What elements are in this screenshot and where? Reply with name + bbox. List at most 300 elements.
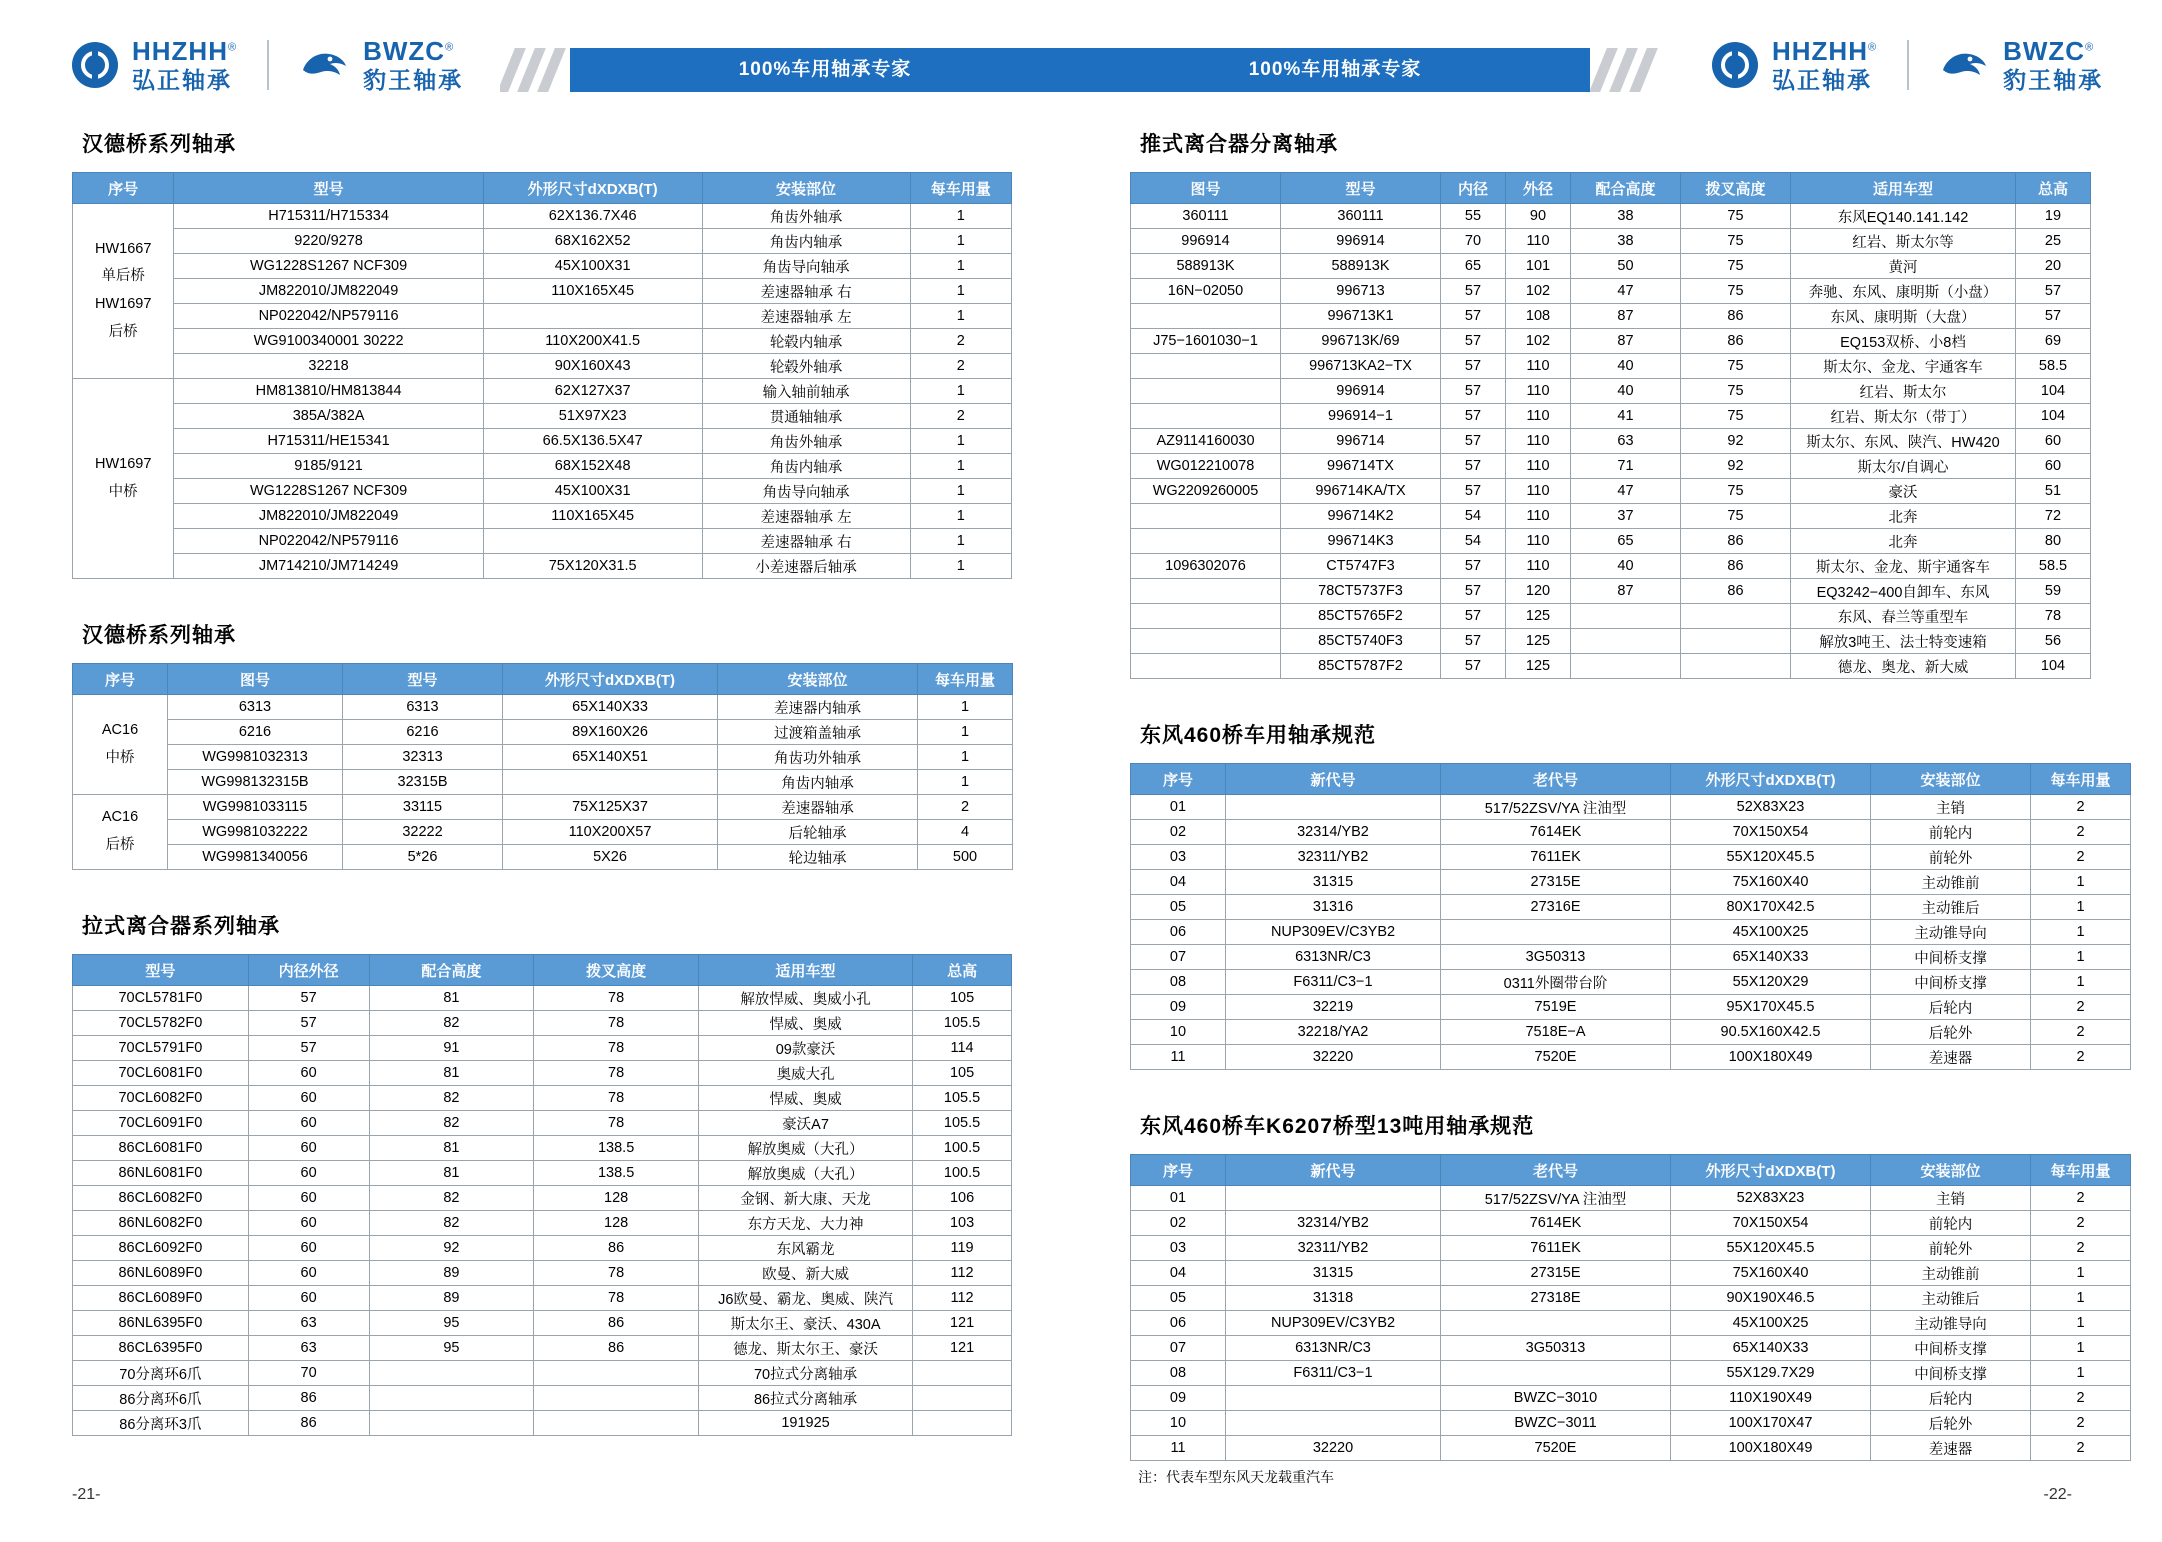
cell-0-1 [1226, 1186, 1441, 1211]
table-row [1131, 279, 2091, 304]
cell-18-7: 104 [2016, 654, 2091, 679]
cell-9-3: 100X170X47 [1671, 1411, 1871, 1436]
cell-3-3: 角齿内轴承 [718, 770, 918, 795]
table-row [1131, 329, 2091, 354]
cell-5-1: 110X200X41.5 [483, 329, 702, 354]
cell-1-3: 78 [534, 1011, 699, 1036]
table-row [73, 529, 1012, 554]
cell-17-7: 56 [2016, 629, 2091, 654]
table-row [1131, 920, 2131, 945]
cell-0-1: 57 [248, 986, 369, 1011]
banner-slashes-right [1590, 48, 1660, 92]
cell-1-3: 70X150X54 [1671, 1211, 1871, 1236]
cell-13-0: 86NL6395F0 [73, 1311, 249, 1336]
cell-13-3: 86 [534, 1311, 699, 1336]
cell-6-1 [483, 529, 702, 554]
cell-14-0: 1096302076 [1131, 554, 1281, 579]
cell-0-4: 解放悍威、奥威小孔 [698, 986, 912, 1011]
cell-18-5 [1681, 654, 1791, 679]
cell-10-1: 32220 [1226, 1436, 1441, 1461]
cell-4-2: 差速器轴承 左 [702, 304, 910, 329]
cell-12-5: 75 [1681, 504, 1791, 529]
cell-1-2: 7614EK [1441, 820, 1671, 845]
cell-4-7: 57 [2016, 304, 2091, 329]
cell-8-2: 7519E [1441, 995, 1671, 1020]
th-1-4: 每车用量 [910, 173, 1011, 204]
th-5-5: 每车用量 [2031, 764, 2131, 795]
table-row [1131, 870, 2131, 895]
cell-1-2: 82 [369, 1011, 534, 1036]
table-row [73, 1236, 1012, 1261]
cell-6-3: 1 [910, 529, 1011, 554]
cell-11-4: 欧曼、新大威 [698, 1261, 912, 1286]
cell-1-0: WG9981032222 [168, 820, 343, 845]
page-number-right: -22- [2043, 1486, 2072, 1503]
table-row [1131, 1211, 2131, 1236]
cell-7-6: 红岩、斯太尔 [1791, 379, 2016, 404]
cell-0-3: 1 [910, 204, 1011, 229]
cell-3-5: 75 [1681, 279, 1791, 304]
th-4-3: 外径 [1506, 173, 1571, 204]
cell-0-3: 78 [534, 986, 699, 1011]
cell-0-0: 6313 [168, 695, 343, 720]
table-row [1131, 1436, 2131, 1461]
cell-3-3: 1 [910, 279, 1011, 304]
cell-2-0: 03 [1131, 845, 1226, 870]
hhzhh-logo-text: HHZHH® 弘正轴承 [132, 36, 238, 93]
cell-1-1: 51X97X23 [483, 404, 702, 429]
table-header-row [1131, 764, 2131, 795]
cell-1-2: 110X200X57 [503, 820, 718, 845]
cell-10-5: 2 [2031, 1045, 2131, 1070]
cell-3-1: 32315B [343, 770, 503, 795]
cell-17-4 [1571, 629, 1681, 654]
cell-10-2: 57 [1441, 454, 1506, 479]
hhzhh-logo-icon [72, 42, 118, 88]
cell-2-1: 57 [248, 1036, 369, 1061]
bwzc-cn-left: 豹王轴承 [363, 67, 464, 93]
cell-8-5: 75 [1681, 404, 1791, 429]
cell-3-1: 996713 [1281, 279, 1441, 304]
cell-11-2: 57 [1441, 479, 1506, 504]
table-row [73, 795, 1013, 820]
cell-0-4: 38 [1571, 204, 1681, 229]
table-row [73, 820, 1013, 845]
table-row [73, 379, 1012, 404]
cell-7-0: 86NL6081F0 [73, 1161, 249, 1186]
cell-7-5: 1 [2031, 1361, 2131, 1386]
bwzc-leopard-icon-right [1939, 44, 1989, 86]
cell-6-1: 6313NR/C3 [1226, 945, 1441, 970]
cell-0-6: 东风EQ140.141.142 [1791, 204, 2016, 229]
th-4-6: 适用车型 [1791, 173, 2016, 204]
cell-1-0: 6216 [168, 720, 343, 745]
hhzhh-en-left: HHZHH [132, 36, 228, 66]
cell-0-4: 主销 [1871, 795, 2031, 820]
banner-slashes-left [500, 48, 570, 92]
cell-13-5: 86 [1681, 529, 1791, 554]
th-3-5: 总高 [913, 955, 1012, 986]
cell-2-1: 45X100X31 [483, 254, 702, 279]
cell-2-4: 500 [918, 845, 1013, 870]
cell-4-0: NP022042/NP579116 [174, 304, 483, 329]
cell-1-1: 57 [248, 1011, 369, 1036]
cell-7-7: 104 [2016, 379, 2091, 404]
cell-0-3: 90 [1506, 204, 1571, 229]
cell-3-0: 70CL6081F0 [73, 1061, 249, 1086]
table-header-row [1131, 173, 2091, 204]
cell-2-2: 7611EK [1441, 845, 1671, 870]
bwzc-en-right: BWZC [2003, 36, 2086, 66]
cell-3-3: 102 [1506, 279, 1571, 304]
row-group-label: HW1697 中桥 [73, 379, 174, 579]
cell-8-0: 09 [1131, 995, 1226, 1020]
th-1-3: 安装部位 [702, 173, 910, 204]
cell-2-1: 32313 [343, 745, 503, 770]
cell-7-3: 138.5 [534, 1161, 699, 1186]
cell-1-1: 996914 [1281, 229, 1441, 254]
cell-1-1: 32222 [343, 820, 503, 845]
cell-1-4: 前轮内 [1871, 1211, 2031, 1236]
cell-17-5 [913, 1411, 1012, 1436]
cell-2-0: H715311/HE15341 [174, 429, 483, 454]
cell-2-7: 20 [2016, 254, 2091, 279]
cell-10-7: 60 [2016, 454, 2091, 479]
cell-17-0 [1131, 629, 1281, 654]
cell-0-4: 2 [918, 795, 1013, 820]
cell-11-5: 112 [913, 1261, 1012, 1286]
cell-12-4: J6欧曼、霸龙、奥威、陕汽 [698, 1286, 912, 1311]
table-row [73, 504, 1012, 529]
cell-6-5: 1 [2031, 1336, 2131, 1361]
th-3-1: 内径外径 [248, 955, 369, 986]
cell-5-2 [1441, 1311, 1671, 1336]
cell-0-1 [1226, 795, 1441, 820]
cell-4-0 [1131, 304, 1281, 329]
table-row [73, 1311, 1012, 1336]
cell-10-3: 100X180X49 [1671, 1045, 1871, 1070]
cell-1-0: 02 [1131, 820, 1226, 845]
cell-3-4: 主动锥前 [1871, 1261, 2031, 1286]
cell-6-0: 07 [1131, 1336, 1226, 1361]
cell-5-1: NUP309EV/C3YB2 [1226, 1311, 1441, 1336]
table-row [73, 229, 1012, 254]
page-header [0, 0, 2162, 122]
cell-18-2: 57 [1441, 654, 1506, 679]
cell-11-5: 75 [1681, 479, 1791, 504]
table-row [1131, 1336, 2131, 1361]
cell-9-0: AZ9114160030 [1131, 429, 1281, 454]
cell-2-1: 32311/YB2 [1226, 845, 1441, 870]
cell-7-2: 小差速器后轴承 [702, 554, 910, 579]
cell-4-6: 东风、康明斯（大盘） [1791, 304, 2016, 329]
table-row [1131, 1261, 2131, 1286]
section-title-1: 汉德桥系列轴承 [82, 133, 236, 156]
cell-4-3: 78 [534, 1086, 699, 1111]
cell-14-2: 95 [369, 1336, 534, 1361]
cell-8-1: 996914−1 [1281, 404, 1441, 429]
cell-3-1: 60 [248, 1061, 369, 1086]
cell-9-5: 103 [913, 1211, 1012, 1236]
cell-7-4: 中间桥支撑 [1871, 1361, 2031, 1386]
cell-16-1: 85CT5765F2 [1281, 604, 1441, 629]
cell-8-7: 104 [2016, 404, 2091, 429]
cell-6-5: 100.5 [913, 1136, 1012, 1161]
cell-3-4: 主动锥前 [1871, 870, 2031, 895]
cell-7-5: 75 [1681, 379, 1791, 404]
cell-2-4: 50 [1571, 254, 1681, 279]
cell-1-1: 68X162X52 [483, 229, 702, 254]
cell-3-0: 04 [1131, 870, 1226, 895]
table-row [73, 1011, 1012, 1036]
cell-3-2: 27315E [1441, 1261, 1671, 1286]
cell-5-1: 110X165X45 [483, 504, 702, 529]
cell-1-0: 9220/9278 [174, 229, 483, 254]
cell-12-5: 112 [913, 1286, 1012, 1311]
cell-12-7: 72 [2016, 504, 2091, 529]
cell-13-3: 110 [1506, 529, 1571, 554]
cell-3-2: 81 [369, 1061, 534, 1086]
th-1-2: 外形尺寸dXDXB(T) [483, 173, 702, 204]
th-2-2: 型号 [343, 664, 503, 695]
table-header-row [1131, 1155, 2131, 1186]
cell-6-0: 86CL6081F0 [73, 1136, 249, 1161]
cell-12-0: 86CL6089F0 [73, 1286, 249, 1311]
cell-1-4: 38 [1571, 229, 1681, 254]
cell-9-2: BWZC−3011 [1441, 1411, 1671, 1436]
cell-10-0: WG012210078 [1131, 454, 1281, 479]
cell-13-5: 121 [913, 1311, 1012, 1336]
cell-0-3: 差速器内轴承 [718, 695, 918, 720]
cell-6-3: 110 [1506, 354, 1571, 379]
cell-5-5: 1 [2031, 1311, 2131, 1336]
cell-12-2: 89 [369, 1286, 534, 1311]
cell-0-1: 62X127X37 [483, 379, 702, 404]
section-title-3: 拉式离合器系列轴承 [82, 915, 280, 938]
th-1-0: 序号 [73, 173, 174, 204]
cell-14-3: 86 [534, 1336, 699, 1361]
table-row [1131, 554, 2091, 579]
cell-2-2: 5X26 [503, 845, 718, 870]
cell-7-2: 0311外圈带台阶 [1441, 970, 1671, 995]
cell-6-2: 57 [1441, 354, 1506, 379]
cell-14-1: CT5747F3 [1281, 554, 1441, 579]
cell-6-3: 2 [910, 354, 1011, 379]
table-row [73, 454, 1012, 479]
table-row [73, 1261, 1012, 1286]
th-4-2: 内径 [1441, 173, 1506, 204]
cell-9-5: 2 [2031, 1020, 2131, 1045]
table-row [73, 404, 1012, 429]
cell-16-6: 东风、春兰等重型车 [1791, 604, 2016, 629]
cell-15-7: 59 [2016, 579, 2091, 604]
cell-1-0: 02 [1131, 1211, 1226, 1236]
th-5-0: 序号 [1131, 764, 1226, 795]
cell-0-3: 1 [910, 379, 1011, 404]
table-row [73, 1286, 1012, 1311]
cell-9-1: 996714 [1281, 429, 1441, 454]
cell-10-3: 110 [1506, 454, 1571, 479]
cell-3-3: 78 [534, 1061, 699, 1086]
cell-7-5: 100.5 [913, 1161, 1012, 1186]
bwzc-leopard-icon [299, 44, 349, 86]
cell-6-2: 差速器轴承 右 [702, 529, 910, 554]
cell-4-1: 31318 [1226, 1286, 1441, 1311]
cell-8-0: 86CL6082F0 [73, 1186, 249, 1211]
cell-5-5: 105.5 [913, 1111, 1012, 1136]
cell-1-7: 25 [2016, 229, 2091, 254]
cell-9-0: 10 [1131, 1411, 1226, 1436]
logo-divider-left [267, 40, 269, 90]
cell-12-3: 78 [534, 1286, 699, 1311]
cell-0-2: 81 [369, 986, 534, 1011]
cell-15-1: 70 [248, 1361, 369, 1386]
cell-2-1: 5*26 [343, 845, 503, 870]
cell-2-3: 55X120X45.5 [1671, 1236, 1871, 1261]
cell-6-2: 3G50313 [1441, 945, 1671, 970]
cell-3-2: 差速器轴承 右 [702, 279, 910, 304]
th-3-3: 拨叉高度 [534, 955, 699, 986]
cell-2-1: 66.5X136.5X47 [483, 429, 702, 454]
section-title-2: 汉德桥系列轴承 [82, 624, 236, 647]
cell-4-2: 82 [369, 1086, 534, 1111]
table-row [1131, 895, 2131, 920]
th-3-0: 型号 [73, 955, 249, 986]
cell-13-1: 63 [248, 1311, 369, 1336]
cell-0-7: 19 [2016, 204, 2091, 229]
cell-3-2: 27315E [1441, 870, 1671, 895]
table-row [73, 986, 1012, 1011]
table-row [73, 1161, 1012, 1186]
cell-12-0 [1131, 504, 1281, 529]
cell-16-2 [369, 1386, 534, 1411]
cell-2-4: 1 [918, 745, 1013, 770]
cell-0-4: 1 [918, 695, 1013, 720]
table-dongfeng-460-k6207 [1130, 1154, 2131, 1461]
cell-10-0: 11 [1131, 1045, 1226, 1070]
cell-5-1: NUP309EV/C3YB2 [1226, 920, 1441, 945]
cell-2-2: 角齿导向轴承 [702, 254, 910, 279]
table-row [73, 1336, 1012, 1361]
cell-8-3: 128 [534, 1186, 699, 1211]
cell-1-4: 前轮内 [1871, 820, 2031, 845]
cell-2-3: 轮边轴承 [718, 845, 918, 870]
cell-2-5: 114 [913, 1036, 1012, 1061]
cell-0-1: 360111 [1281, 204, 1441, 229]
cell-6-0: 07 [1131, 945, 1226, 970]
cell-4-4: 87 [1571, 304, 1681, 329]
cell-11-1: 996714KA/TX [1281, 479, 1441, 504]
cell-5-3: 45X100X25 [1671, 1311, 1871, 1336]
cell-3-2: 角齿内轴承 [702, 454, 910, 479]
cell-9-3: 90.5X160X42.5 [1671, 1020, 1871, 1045]
table-row [1131, 995, 2131, 1020]
cell-8-2: BWZC−3010 [1441, 1386, 1671, 1411]
th-1-1: 型号 [174, 173, 483, 204]
cell-6-3: 65X140X33 [1671, 1336, 1871, 1361]
cell-5-7: 69 [2016, 329, 2091, 354]
cell-8-1: 60 [248, 1186, 369, 1211]
cell-0-2: 输入轴前轴承 [702, 379, 910, 404]
cell-0-1: 6313 [343, 695, 503, 720]
cell-2-2: 角齿外轴承 [702, 429, 910, 454]
cell-7-1: 996914 [1281, 379, 1441, 404]
cell-4-3: 108 [1506, 304, 1571, 329]
cell-8-5: 106 [913, 1186, 1012, 1211]
cell-5-0: WG9100340001 30222 [174, 329, 483, 354]
cell-16-2: 57 [1441, 604, 1506, 629]
th-4-5: 拨叉高度 [1681, 173, 1791, 204]
cell-5-6: EQ153双桥、小8档 [1791, 329, 2016, 354]
hhzhh-cn-left: 弘正轴承 [132, 67, 232, 93]
cell-6-5: 1 [2031, 945, 2131, 970]
cell-12-1: 60 [248, 1286, 369, 1311]
cell-0-3: 52X83X23 [1671, 795, 1871, 820]
cell-4-5: 1 [2031, 895, 2131, 920]
cell-11-3: 78 [534, 1261, 699, 1286]
cell-13-0 [1131, 529, 1281, 554]
cell-0-3: 差速器轴承 [718, 795, 918, 820]
table-row [1131, 820, 2131, 845]
table-row [1131, 629, 2091, 654]
cell-3-3: 75X160X40 [1671, 870, 1871, 895]
cell-10-3: 100X180X49 [1671, 1436, 1871, 1461]
cell-4-2: 27318E [1441, 1286, 1671, 1311]
cell-12-6: 北奔 [1791, 504, 2016, 529]
table-hande-axle-2 [72, 663, 1013, 870]
cell-8-3: 95X170X45.5 [1671, 995, 1871, 1020]
cell-17-2 [369, 1411, 534, 1436]
cell-9-4: 63 [1571, 429, 1681, 454]
cell-9-3: 110 [1506, 429, 1571, 454]
cell-2-4: 前轮外 [1871, 1236, 2031, 1261]
cell-4-0: WG1228S1267 NCF309 [174, 479, 483, 504]
cell-10-4: 71 [1571, 454, 1681, 479]
cell-8-3: 110 [1506, 404, 1571, 429]
cell-8-1: 32219 [1226, 995, 1441, 1020]
cell-14-0: 86CL6395F0 [73, 1336, 249, 1361]
cell-2-2: 7611EK [1441, 1236, 1671, 1261]
cell-15-0 [1131, 579, 1281, 604]
table-pull-clutch-bearing [72, 954, 1012, 1436]
th-2-5: 每车用量 [918, 664, 1013, 695]
cell-6-1: 6313NR/C3 [1226, 1336, 1441, 1361]
cell-1-2: 89X160X26 [503, 720, 718, 745]
cell-3-0: JM822010/JM822049 [174, 279, 483, 304]
cell-1-3: 70X150X54 [1671, 820, 1871, 845]
cell-5-2 [1441, 920, 1671, 945]
banner-text-left: 100%车用轴承专家 [738, 59, 912, 80]
cell-2-3: 1 [910, 254, 1011, 279]
cell-9-4: 后轮外 [1871, 1020, 2031, 1045]
cell-4-3: 80X170X42.5 [1671, 895, 1871, 920]
cell-14-5: 86 [1681, 554, 1791, 579]
bwzc-logo-text-right: BWZC® 豹王轴承 [2003, 36, 2104, 93]
cell-15-2 [369, 1361, 534, 1386]
table-row [73, 554, 1012, 579]
cell-2-3: 101 [1506, 254, 1571, 279]
cell-3-3: 1 [910, 454, 1011, 479]
cell-18-0 [1131, 654, 1281, 679]
cell-10-5: 92 [1681, 454, 1791, 479]
table-hande-axle-1 [72, 172, 1012, 579]
cell-11-1: 60 [248, 1261, 369, 1286]
table-row [1131, 479, 2091, 504]
cell-4-3: 90X190X46.5 [1671, 1286, 1871, 1311]
cell-7-1: 75X120X31.5 [483, 554, 702, 579]
cell-17-6: 解放3吨王、法士特变速箱 [1791, 629, 2016, 654]
cell-17-2: 57 [1441, 629, 1506, 654]
